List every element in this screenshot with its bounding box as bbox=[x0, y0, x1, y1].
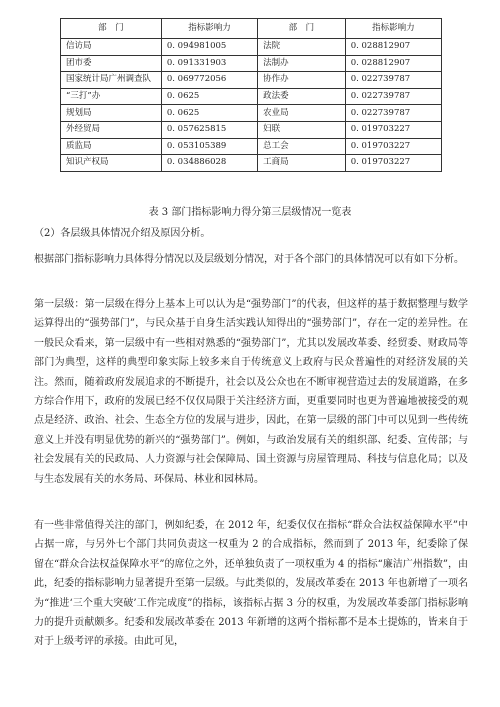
department-cell: 信访局 bbox=[61, 39, 162, 56]
influence-cell: 0. 022739787 bbox=[345, 105, 441, 122]
department-cell: 妇联 bbox=[258, 121, 346, 138]
table-row bbox=[61, 155, 442, 172]
department-cell: 知识产权局 bbox=[61, 155, 162, 172]
header-influence-2: 指标影响力 bbox=[345, 19, 441, 39]
influence-cell: 0. 053105389 bbox=[161, 138, 257, 155]
department-cell: 总工会 bbox=[258, 138, 346, 155]
department-cell: 协作办 bbox=[258, 72, 346, 89]
influence-cell: 0. 0625 bbox=[161, 105, 257, 122]
influence-cell: 0. 022739787 bbox=[345, 88, 441, 105]
influence-cell: 0. 057625815 bbox=[161, 121, 257, 138]
header-department-2: 部 门 bbox=[258, 19, 346, 39]
paragraph-text: 有一些非常值得关注的部门，例如纪委，在 2012 年，纪委仅仅在指标“群众合法权益保障水平”中占据一席，与另外七个部门共同负责这一权重为 2 的合成指标，然而到了 2013 年，纪委除了保留在“群众合法权益保障水平”的席位之外，还单独负责了一项权重为 4 的指标“廉洁广州指数”，由此，纪委的指标影响力显著提升至第一层级。与此类似的，发展改革委在 2013 年也新增了一项名为“推进‘三个重大突破’工作完成度”的指标，该指标占据 3 分的权重，为发展改革委部门指标影响力的提升贡献颇多。纪委和发展改革委在 2013 年新增的这两个指标都不是本土提炼的，皆来自于对于上级考评的承接。由此可见， bbox=[34, 520, 468, 648]
department-cell: 外经贸局 bbox=[61, 121, 162, 138]
influence-cell: 0. 094981005 bbox=[161, 39, 257, 56]
department-cell: 政法委 bbox=[258, 88, 346, 105]
paragraph-discipline-committee bbox=[34, 516, 468, 652]
department-cell: 法制办 bbox=[258, 55, 346, 72]
department-cell: “三打”办 bbox=[61, 88, 162, 105]
influence-cell: 0. 034886028 bbox=[161, 155, 257, 172]
influence-cell: 0. 019703227 bbox=[345, 121, 441, 138]
department-cell: 团市委 bbox=[61, 55, 162, 72]
table-row bbox=[61, 72, 442, 89]
influence-cell: 0. 022739787 bbox=[345, 72, 441, 89]
influence-cell: 0. 028812907 bbox=[345, 55, 441, 72]
department-cell: 法院 bbox=[258, 39, 346, 56]
table-row bbox=[61, 88, 442, 105]
table-caption: 表 3 部门指标影响力得分第三层级情况一览表 bbox=[148, 207, 352, 218]
header-department-1: 部 门 bbox=[61, 19, 162, 39]
paragraph-text: 根据部门指标影响力具体得分情况以及层级划分情况，对于各个部门的具体情况可以有如下分析。 bbox=[34, 254, 464, 265]
paragraph-intro bbox=[34, 250, 468, 269]
table-row bbox=[61, 105, 442, 122]
influence-cell: 0. 028812907 bbox=[345, 39, 441, 56]
header-influence-1: 指标影响力 bbox=[161, 19, 257, 39]
influence-cell: 0. 0625 bbox=[161, 88, 257, 105]
table-row bbox=[61, 138, 442, 155]
department-cell: 质监局 bbox=[61, 138, 162, 155]
department-cell: 工商局 bbox=[258, 155, 346, 172]
table-row bbox=[61, 121, 442, 138]
table-header-row bbox=[61, 19, 442, 39]
department-influence-table bbox=[60, 18, 442, 172]
influence-cell: 0. 091331903 bbox=[161, 55, 257, 72]
paragraph-subheading bbox=[34, 224, 468, 243]
department-cell: 国家统计局广州调查队 bbox=[61, 72, 162, 89]
influence-cell: 0. 069772056 bbox=[161, 72, 257, 89]
paragraph-text: 第一层级：第一层级在得分上基本上可以认为是“强势部门”的代表，但这样的基于数据整理与数学运算得出的“强势部门”，与民众基于自身生活实践认知得出的“强势部门”，存在一定的差异性。在一般民众看来，第一层级中有一些相对熟悉的“强势部门”，尤其以发展改革委、经贸委、财政局等部门为典型，这样的典型印象实际上较多来自于传统意义上政府与民众普遍性的对经济发展的关注。然而，随着政府发展追求的不断提升，社会以及公众也在不断审视营造过去的发展道路，在多方综合作用下，政府的发展已经不仅仅局限于关注经济方面，更重要同时也更为普遍地被接受的观点是经济、政治、社会、生态全方位的发展与进步，因此，在第一层级的部门中可以见到一些传统意义上并没有明显优势的新兴的“强势部门”。例如，与政治发展有关的组织部、纪委、宣传部；与社会发展有关的民政局、人力资源与社会保障局、国土资源与房屋管理局、科技与信息化局；以及与生态发展有关的水务局、环保局、林业和园林局。 bbox=[34, 299, 468, 485]
paragraph-first-tier bbox=[34, 295, 468, 489]
influence-cell: 0. 019703227 bbox=[345, 138, 441, 155]
table-row bbox=[61, 39, 442, 56]
paragraph-text: （2）各层级具体情况介绍及原因分析。 bbox=[34, 228, 211, 239]
department-cell: 规划局 bbox=[61, 105, 162, 122]
influence-cell: 0. 019703227 bbox=[345, 155, 441, 172]
table-row bbox=[61, 55, 442, 72]
department-cell: 农业局 bbox=[258, 105, 346, 122]
